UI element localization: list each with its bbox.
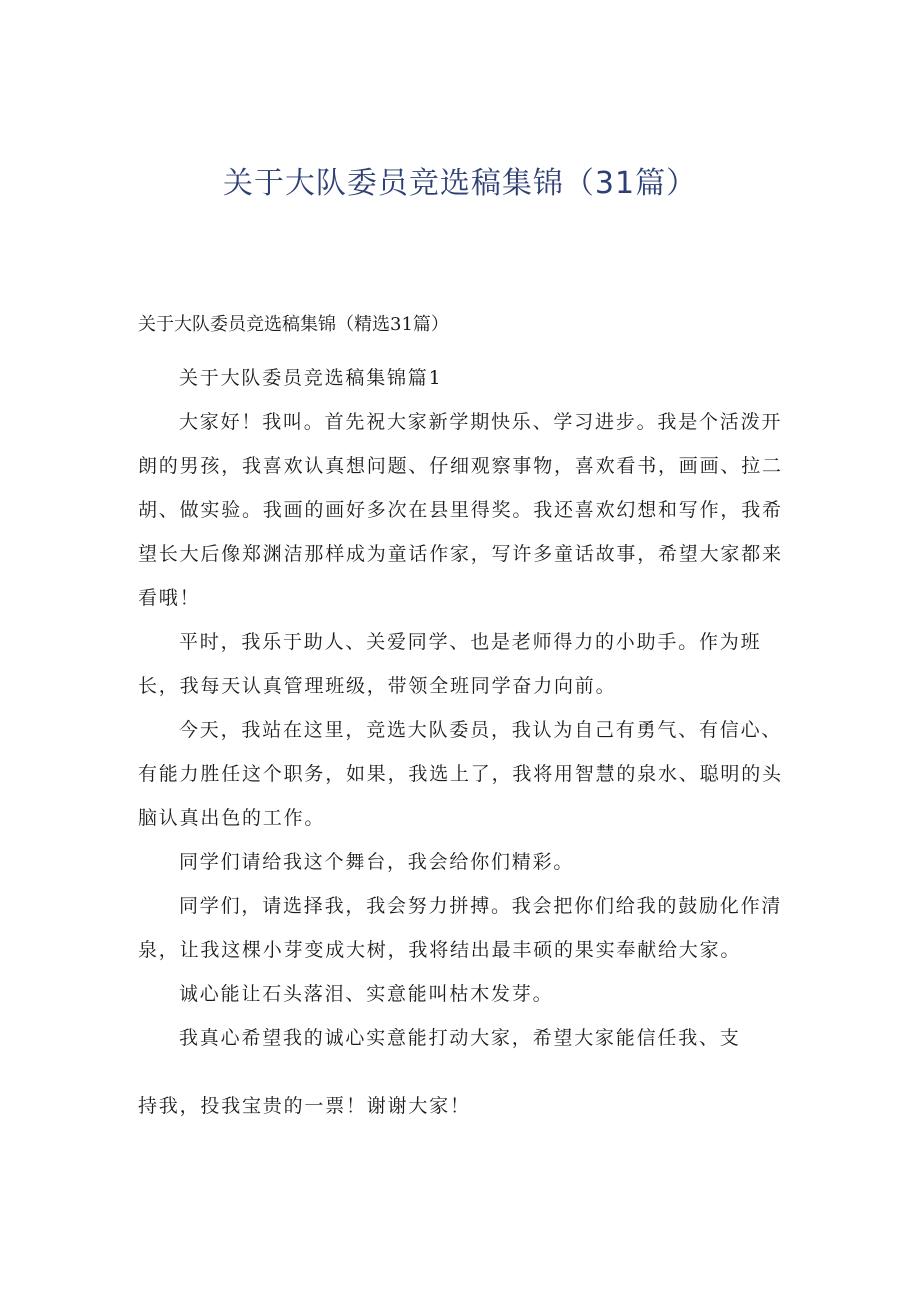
paragraph: 同学们，请选择我，我会努力拼搏。我会把你们给我的鼓励化作清泉，让我这棵小芽变成大树，我将结出最丰硕的果实奉献给大家。 [138,895,783,961]
section-heading: 关于大队委员竞选稿集锦篇1 [179,367,443,389]
paragraph: 今天，我站在这里，竞选大队委员，我认为自己有勇气、有信心、有能力胜任这个职务，如果，我选上了，我将用智慧的泉水、聪明的头脑认真出色的工作。 [138,719,783,829]
paragraph: 持我，投我宝贵的一票！谢谢大家！ [138,1095,471,1117]
paragraph: 大家好！我叫。首先祝大家新学期快乐、学习进步。我是个活泼开朗的男孩，我喜欢认真想问题、仔细观察事物，喜欢看书，画画、拉二胡、做实验。我画的画好多次在县里得奖。我还喜欢幻想和写作，我希望长大后像郑渊洁那样成为童话作家，写许多童话故事，希望大家都来看哦！ [138,411,783,609]
document-body [138,356,798,1128]
page-title: 关于大队委员竞选稿集锦（31篇） [222,166,698,201]
paragraph: 平时，我乐于助人、关爱同学、也是老师得力的小助手。作为班长，我每天认真管理班级，带领全班同学奋力向前。 [138,631,762,697]
paragraph: 同学们请给我这个舞台，我会给你们精彩。 [179,851,575,873]
paragraph: 诚心能让石头落泪、实意能叫枯木发芽。 [179,983,554,1005]
document-subtitle: 关于大队委员竞选稿集锦（精选31篇） [138,314,449,335]
paragraph: 我真心希望我的诚心实意能打动大家，希望大家能信任我、支 [179,1027,741,1049]
